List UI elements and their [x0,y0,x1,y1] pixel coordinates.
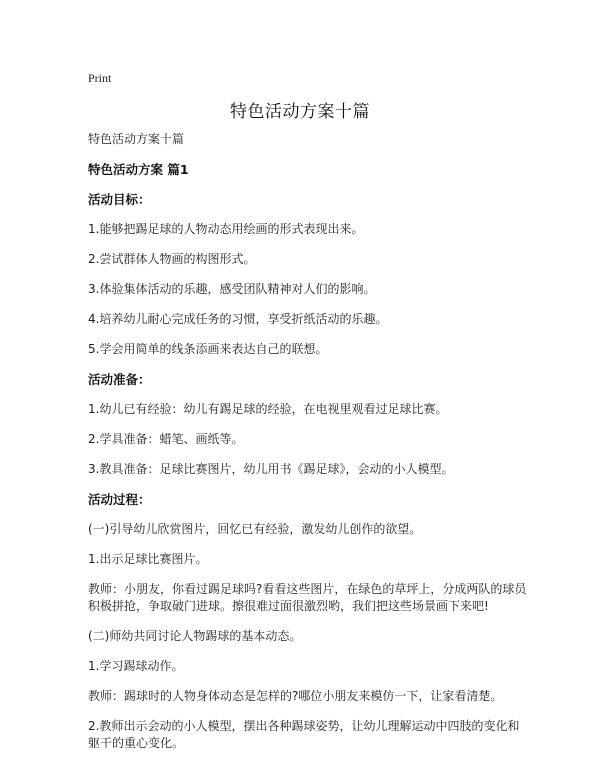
print-label[interactable]: Print [88,71,112,85]
process-item-2: 1.出示足球比赛图片。 [88,552,208,566]
goal-item-3: 3.体验集体活动的乐趣，感受团队精神对人们的影响。 [88,282,376,296]
process-heading: 活动过程： [88,492,151,507]
process-item-6: 教师：踢球时的人物身体动态是怎样的?哪位小朋友来模仿一下，让家看清楚。 [88,689,503,703]
preparation-item-3: 3.教具准备：足球比赛图片，幼儿用书《踢足球》，会动的小人模型。 [88,462,454,476]
process-item-4: (二)师幼共同讨论人物踢球的基本动态。 [88,629,302,643]
process-item-1: (一)引导幼儿欣赏图片，回忆已有经验，激发幼儿创作的欲望。 [88,522,422,536]
document-subtitle: 特色活动方案十篇 [88,132,185,146]
document-body [88,131,528,752]
document-title: 特色活动方案十篇 [230,102,370,122]
preparation-item-2: 2.学具准备：蜡笔、画纸等。 [88,432,244,446]
section-title: 特色活动方案 篇1 [88,162,189,177]
goal-item-1: 1.能够把踢足球的人物动态用绘画的形式表现出来。 [88,222,364,236]
process-item-5: 1.学习踢球动作。 [88,659,184,673]
process-item-7: 2.教师出示会动的小人模型，摆出各种踢球姿势，让幼儿理解运动中四肢的变化和躯干的重心变化。 [88,719,520,750]
goal-item-4: 4.培养幼儿耐心完成任务的习惯，享受折纸活动的乐趣。 [88,312,388,326]
goal-item-5: 5.学会用简单的线条添画来表达自己的联想。 [88,342,328,356]
goals-heading: 活动目标： [88,192,151,207]
preparation-item-1: 1.幼儿已有经验：幼儿有踢足球的经验，在电视里观看过足球比赛。 [88,402,448,416]
goal-item-2: 2.尝试群体人物画的构图形式。 [88,252,256,266]
process-item-3: 教师：小朋友，你看过踢足球吗?看看这些图片，在绿色的草坪上，分成两队的球员积极拼抢，争取破门进球。擦很难过面很激烈哟，我们把这些场景画下来吧! [88,582,527,613]
preparation-heading: 活动准备： [88,372,151,387]
